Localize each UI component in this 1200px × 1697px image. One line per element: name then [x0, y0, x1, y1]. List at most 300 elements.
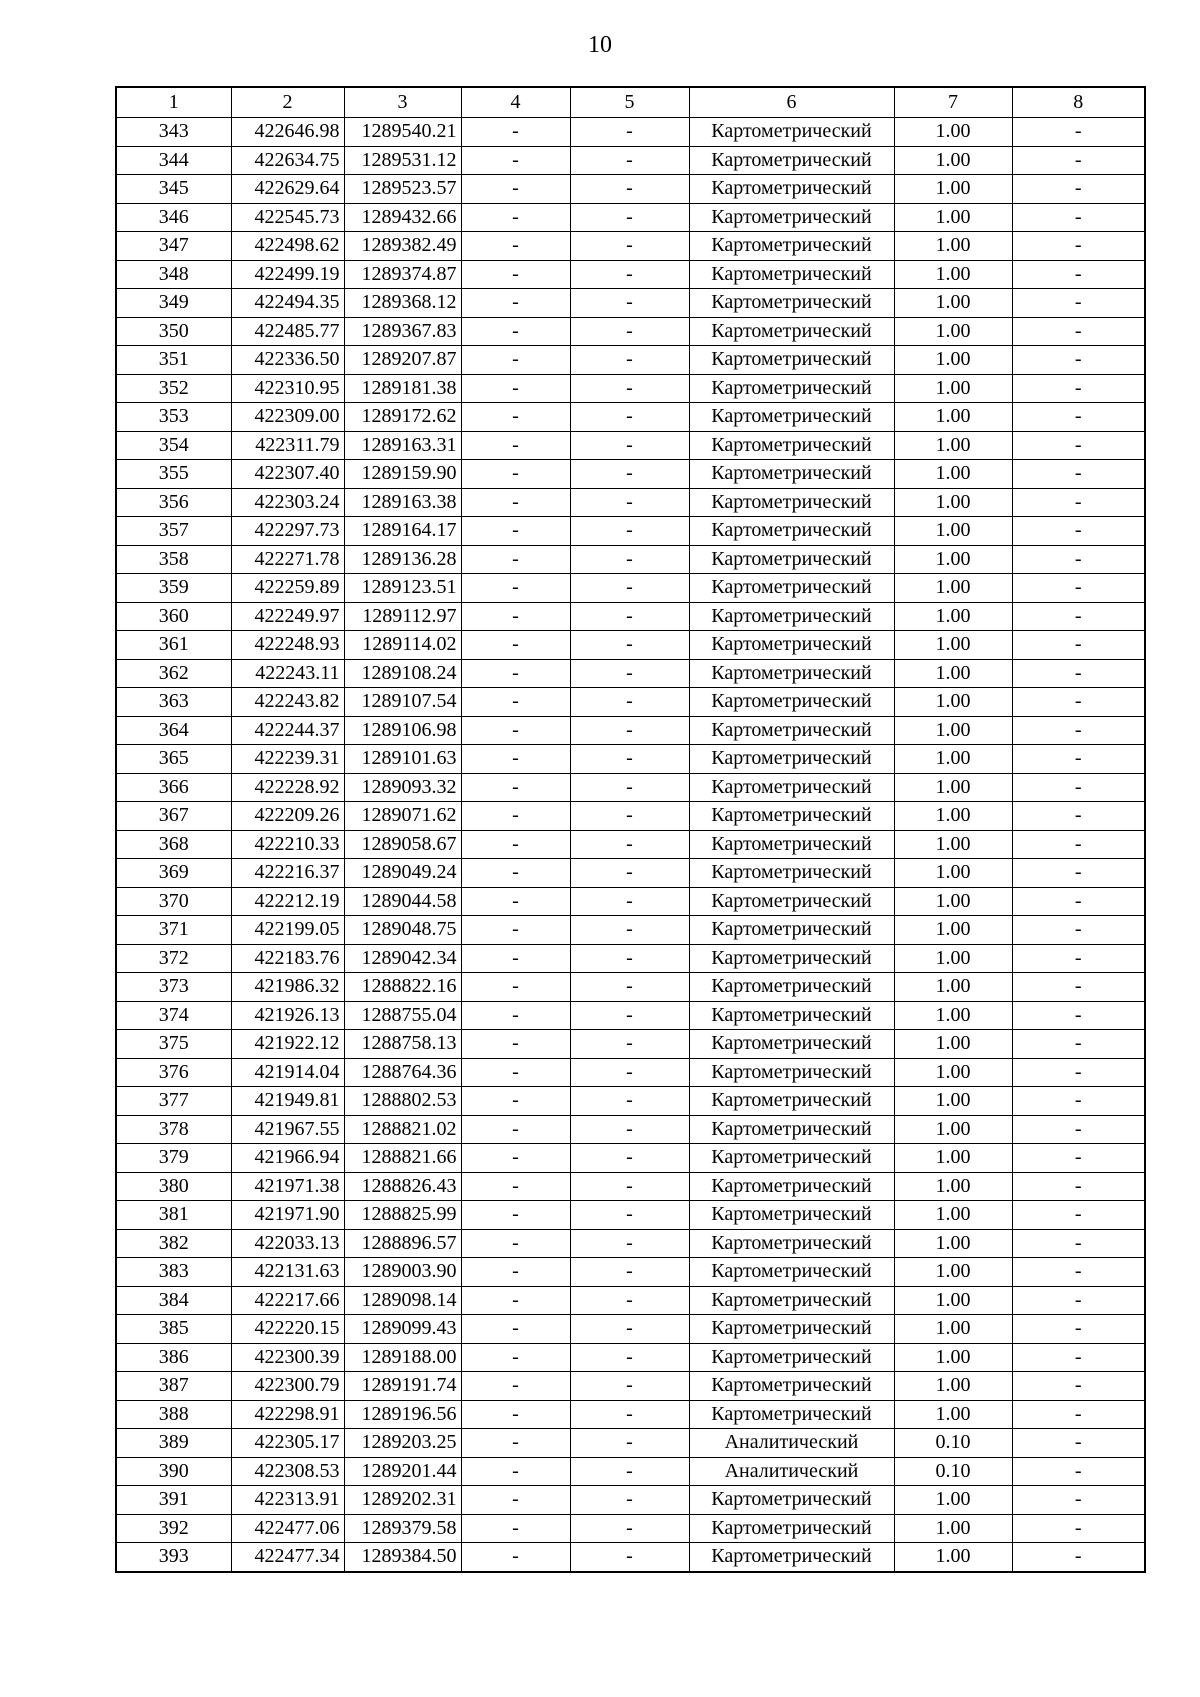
table-row: [116, 1343, 1145, 1372]
column-4-value-cell: -: [461, 1429, 570, 1458]
method-cell: Картометрический: [689, 403, 894, 432]
x-coordinate-cell: 422305.17: [231, 1429, 344, 1458]
column-header-6: 6: [689, 87, 894, 118]
column-8-value-cell: -: [1012, 403, 1145, 432]
column-4-value-cell: -: [461, 1087, 570, 1116]
accuracy-cell: 1.00: [894, 1486, 1012, 1515]
column-5-value-cell: -: [570, 802, 689, 831]
column-8-value-cell: -: [1012, 887, 1145, 916]
point-number-cell: 370: [116, 887, 231, 916]
column-4-value-cell: -: [461, 517, 570, 546]
x-coordinate-cell: 422244.37: [231, 716, 344, 745]
column-8-value-cell: -: [1012, 944, 1145, 973]
accuracy-cell: 1.00: [894, 1201, 1012, 1230]
column-4-value-cell: -: [461, 830, 570, 859]
y-coordinate-cell: 1289071.62: [344, 802, 461, 831]
y-coordinate-cell: 1289106.98: [344, 716, 461, 745]
x-coordinate-cell: 422307.40: [231, 460, 344, 489]
column-8-value-cell: -: [1012, 1486, 1145, 1515]
column-5-value-cell: -: [570, 1144, 689, 1173]
x-coordinate-cell: 421971.38: [231, 1172, 344, 1201]
column-8-value-cell: -: [1012, 431, 1145, 460]
accuracy-cell: 1.00: [894, 1058, 1012, 1087]
accuracy-cell: 1.00: [894, 716, 1012, 745]
y-coordinate-cell: 1289049.24: [344, 859, 461, 888]
column-5-value-cell: -: [570, 973, 689, 1002]
point-number-cell: 346: [116, 203, 231, 232]
y-coordinate-cell: 1289123.51: [344, 574, 461, 603]
column-5-value-cell: -: [570, 1315, 689, 1344]
method-cell: Картометрический: [689, 1258, 894, 1287]
y-coordinate-cell: 1289164.17: [344, 517, 461, 546]
column-5-value-cell: -: [570, 1372, 689, 1401]
column-5-value-cell: -: [570, 716, 689, 745]
column-5-value-cell: -: [570, 1087, 689, 1116]
column-5-value-cell: -: [570, 659, 689, 688]
x-coordinate-cell: 421986.32: [231, 973, 344, 1002]
table-row: [116, 289, 1145, 318]
table-row: [116, 1400, 1145, 1429]
column-4-value-cell: -: [461, 374, 570, 403]
column-4-value-cell: -: [461, 289, 570, 318]
column-8-value-cell: -: [1012, 1030, 1145, 1059]
y-coordinate-cell: 1288825.99: [344, 1201, 461, 1230]
table-row: [116, 403, 1145, 432]
column-8-value-cell: -: [1012, 488, 1145, 517]
column-5-value-cell: -: [570, 1229, 689, 1258]
method-cell: Картометрический: [689, 688, 894, 717]
method-cell: Картометрический: [689, 631, 894, 660]
accuracy-cell: 1.00: [894, 289, 1012, 318]
x-coordinate-cell: 422183.76: [231, 944, 344, 973]
column-5-value-cell: -: [570, 1115, 689, 1144]
column-5-value-cell: -: [570, 602, 689, 631]
column-5-value-cell: -: [570, 944, 689, 973]
point-number-cell: 393: [116, 1543, 231, 1572]
column-8-value-cell: -: [1012, 602, 1145, 631]
column-5-value-cell: -: [570, 232, 689, 261]
accuracy-cell: 1.00: [894, 745, 1012, 774]
point-number-cell: 348: [116, 260, 231, 289]
column-5-value-cell: -: [570, 317, 689, 346]
y-coordinate-cell: 1289374.87: [344, 260, 461, 289]
accuracy-cell: 1.00: [894, 175, 1012, 204]
method-cell: Картометрический: [689, 887, 894, 916]
column-5-value-cell: -: [570, 745, 689, 774]
column-5-value-cell: -: [570, 146, 689, 175]
column-5-value-cell: -: [570, 830, 689, 859]
column-8-value-cell: -: [1012, 175, 1145, 204]
y-coordinate-cell: 1288764.36: [344, 1058, 461, 1087]
column-4-value-cell: -: [461, 1144, 570, 1173]
y-coordinate-cell: 1288821.02: [344, 1115, 461, 1144]
table-row: [116, 1058, 1145, 1087]
column-5-value-cell: -: [570, 374, 689, 403]
column-8-value-cell: -: [1012, 1372, 1145, 1401]
y-coordinate-cell: 1289196.56: [344, 1400, 461, 1429]
table-row: [116, 431, 1145, 460]
y-coordinate-cell: 1289368.12: [344, 289, 461, 318]
method-cell: Картометрический: [689, 146, 894, 175]
y-coordinate-cell: 1289042.34: [344, 944, 461, 973]
point-number-cell: 358: [116, 545, 231, 574]
table-row: [116, 118, 1145, 147]
method-cell: Картометрический: [689, 175, 894, 204]
table-row: [116, 1543, 1145, 1572]
table-row: [116, 1429, 1145, 1458]
column-4-value-cell: -: [461, 1457, 570, 1486]
column-5-value-cell: -: [570, 517, 689, 546]
x-coordinate-cell: 422634.75: [231, 146, 344, 175]
y-coordinate-cell: 1289163.38: [344, 488, 461, 517]
x-coordinate-cell: 421971.90: [231, 1201, 344, 1230]
accuracy-cell: 1.00: [894, 1229, 1012, 1258]
column-4-value-cell: -: [461, 1514, 570, 1543]
x-coordinate-cell: 422297.73: [231, 517, 344, 546]
column-4-value-cell: -: [461, 1315, 570, 1344]
column-5-value-cell: -: [570, 403, 689, 432]
column-8-value-cell: -: [1012, 1258, 1145, 1287]
y-coordinate-cell: 1289112.97: [344, 602, 461, 631]
x-coordinate-cell: 422259.89: [231, 574, 344, 603]
table-row: [116, 374, 1145, 403]
column-4-value-cell: -: [461, 232, 570, 261]
column-8-value-cell: -: [1012, 1087, 1145, 1116]
table-row: [116, 260, 1145, 289]
coordinates-table: [115, 86, 1146, 1573]
table-row: [116, 460, 1145, 489]
point-number-cell: 383: [116, 1258, 231, 1287]
point-number-cell: 364: [116, 716, 231, 745]
column-5-value-cell: -: [570, 1201, 689, 1230]
table-row: [116, 1172, 1145, 1201]
column-4-value-cell: -: [461, 574, 570, 603]
x-coordinate-cell: 422249.97: [231, 602, 344, 631]
accuracy-cell: 1.00: [894, 232, 1012, 261]
accuracy-cell: 1.00: [894, 688, 1012, 717]
table-row: [116, 1087, 1145, 1116]
column-4-value-cell: -: [461, 118, 570, 147]
column-4-value-cell: -: [461, 1115, 570, 1144]
column-4-value-cell: -: [461, 146, 570, 175]
y-coordinate-cell: 1289108.24: [344, 659, 461, 688]
column-4-value-cell: -: [461, 1343, 570, 1372]
table-row: [116, 944, 1145, 973]
table-row: [116, 1514, 1145, 1543]
column-4-value-cell: -: [461, 1372, 570, 1401]
table-row: [116, 1201, 1145, 1230]
column-4-value-cell: -: [461, 488, 570, 517]
method-cell: Картометрический: [689, 1030, 894, 1059]
x-coordinate-cell: 422311.79: [231, 431, 344, 460]
method-cell: Картометрический: [689, 1087, 894, 1116]
y-coordinate-cell: 1289531.12: [344, 146, 461, 175]
column-5-value-cell: -: [570, 1258, 689, 1287]
method-cell: Картометрический: [689, 944, 894, 973]
table-row: [116, 916, 1145, 945]
y-coordinate-cell: 1288758.13: [344, 1030, 461, 1059]
column-4-value-cell: -: [461, 431, 570, 460]
column-5-value-cell: -: [570, 887, 689, 916]
table-row: [116, 688, 1145, 717]
column-4-value-cell: -: [461, 773, 570, 802]
column-8-value-cell: -: [1012, 460, 1145, 489]
y-coordinate-cell: 1288821.66: [344, 1144, 461, 1173]
method-cell: Картометрический: [689, 745, 894, 774]
column-8-value-cell: -: [1012, 1457, 1145, 1486]
column-4-value-cell: -: [461, 1172, 570, 1201]
column-8-value-cell: -: [1012, 716, 1145, 745]
header-row: [116, 87, 1145, 118]
x-coordinate-cell: 422217.66: [231, 1286, 344, 1315]
column-5-value-cell: -: [570, 1514, 689, 1543]
column-8-value-cell: -: [1012, 916, 1145, 945]
table-row: [116, 1115, 1145, 1144]
column-5-value-cell: -: [570, 1058, 689, 1087]
x-coordinate-cell: 422212.19: [231, 887, 344, 916]
table-row: [116, 1457, 1145, 1486]
column-8-value-cell: -: [1012, 374, 1145, 403]
point-number-cell: 351: [116, 346, 231, 375]
column-8-value-cell: -: [1012, 232, 1145, 261]
column-8-value-cell: -: [1012, 1058, 1145, 1087]
column-5-value-cell: -: [570, 1400, 689, 1429]
column-5-value-cell: -: [570, 1486, 689, 1515]
column-4-value-cell: -: [461, 1486, 570, 1515]
column-8-value-cell: -: [1012, 1001, 1145, 1030]
accuracy-cell: 1.00: [894, 118, 1012, 147]
y-coordinate-cell: 1288826.43: [344, 1172, 461, 1201]
x-coordinate-cell: 422336.50: [231, 346, 344, 375]
y-coordinate-cell: 1289432.66: [344, 203, 461, 232]
column-4-value-cell: -: [461, 1286, 570, 1315]
table-row: [116, 574, 1145, 603]
method-cell: Картометрический: [689, 1372, 894, 1401]
column-4-value-cell: -: [461, 203, 570, 232]
column-5-value-cell: -: [570, 574, 689, 603]
table-row: [116, 602, 1145, 631]
accuracy-cell: 0.10: [894, 1429, 1012, 1458]
x-coordinate-cell: 422477.06: [231, 1514, 344, 1543]
y-coordinate-cell: 1289207.87: [344, 346, 461, 375]
accuracy-cell: 1.00: [894, 1144, 1012, 1173]
table-row: [116, 317, 1145, 346]
method-cell: Картометрический: [689, 1172, 894, 1201]
column-8-value-cell: -: [1012, 1429, 1145, 1458]
column-4-value-cell: -: [461, 688, 570, 717]
column-8-value-cell: -: [1012, 118, 1145, 147]
table-row: [116, 175, 1145, 204]
method-cell: Картометрический: [689, 574, 894, 603]
point-number-cell: 347: [116, 232, 231, 261]
point-number-cell: 365: [116, 745, 231, 774]
point-number-cell: 375: [116, 1030, 231, 1059]
table-row: [116, 1258, 1145, 1287]
method-cell: Картометрический: [689, 916, 894, 945]
method-cell: Картометрический: [689, 973, 894, 1002]
column-8-value-cell: -: [1012, 1514, 1145, 1543]
x-coordinate-cell: 422629.64: [231, 175, 344, 204]
column-header-3: 3: [344, 87, 461, 118]
method-cell: Картометрический: [689, 1229, 894, 1258]
method-cell: Картометрический: [689, 374, 894, 403]
method-cell: Картометрический: [689, 659, 894, 688]
method-cell: Картометрический: [689, 232, 894, 261]
column-5-value-cell: -: [570, 545, 689, 574]
x-coordinate-cell: 422303.24: [231, 488, 344, 517]
table-row: [116, 488, 1145, 517]
y-coordinate-cell: 1289044.58: [344, 887, 461, 916]
accuracy-cell: 1.00: [894, 203, 1012, 232]
column-8-value-cell: -: [1012, 859, 1145, 888]
x-coordinate-cell: 422310.95: [231, 374, 344, 403]
method-cell: Картометрический: [689, 1201, 894, 1230]
column-4-value-cell: -: [461, 1229, 570, 1258]
point-number-cell: 356: [116, 488, 231, 517]
x-coordinate-cell: 422131.63: [231, 1258, 344, 1287]
y-coordinate-cell: 1289101.63: [344, 745, 461, 774]
method-cell: Картометрический: [689, 830, 894, 859]
x-coordinate-cell: 422298.91: [231, 1400, 344, 1429]
point-number-cell: 378: [116, 1115, 231, 1144]
method-cell: Картометрический: [689, 317, 894, 346]
table-row: [116, 887, 1145, 916]
point-number-cell: 387: [116, 1372, 231, 1401]
x-coordinate-cell: 422216.37: [231, 859, 344, 888]
column-4-value-cell: -: [461, 631, 570, 660]
column-5-value-cell: -: [570, 1543, 689, 1572]
x-coordinate-cell: 422243.82: [231, 688, 344, 717]
column-header-7: 7: [894, 87, 1012, 118]
point-number-cell: 353: [116, 403, 231, 432]
method-cell: Картометрический: [689, 346, 894, 375]
column-8-value-cell: -: [1012, 1144, 1145, 1173]
column-header-1: 1: [116, 87, 231, 118]
point-number-cell: 352: [116, 374, 231, 403]
point-number-cell: 392: [116, 1514, 231, 1543]
x-coordinate-cell: 421926.13: [231, 1001, 344, 1030]
column-5-value-cell: -: [570, 488, 689, 517]
table-row: [116, 802, 1145, 831]
column-5-value-cell: -: [570, 773, 689, 802]
column-8-value-cell: -: [1012, 517, 1145, 546]
x-coordinate-cell: 422646.98: [231, 118, 344, 147]
point-number-cell: 359: [116, 574, 231, 603]
x-coordinate-cell: 422498.62: [231, 232, 344, 261]
column-8-value-cell: -: [1012, 1172, 1145, 1201]
x-coordinate-cell: 421922.12: [231, 1030, 344, 1059]
column-4-value-cell: -: [461, 659, 570, 688]
accuracy-cell: 1.00: [894, 802, 1012, 831]
method-cell: Картометрический: [689, 802, 894, 831]
column-5-value-cell: -: [570, 1457, 689, 1486]
accuracy-cell: 1.00: [894, 146, 1012, 175]
point-number-cell: 368: [116, 830, 231, 859]
x-coordinate-cell: 421914.04: [231, 1058, 344, 1087]
x-coordinate-cell: 421949.81: [231, 1087, 344, 1116]
column-4-value-cell: -: [461, 460, 570, 489]
method-cell: Картометрический: [689, 1001, 894, 1030]
point-number-cell: 343: [116, 118, 231, 147]
column-5-value-cell: -: [570, 203, 689, 232]
accuracy-cell: 1.00: [894, 1315, 1012, 1344]
point-number-cell: 372: [116, 944, 231, 973]
column-5-value-cell: -: [570, 631, 689, 660]
y-coordinate-cell: 1289172.62: [344, 403, 461, 432]
x-coordinate-cell: 422309.00: [231, 403, 344, 432]
accuracy-cell: 1.00: [894, 1286, 1012, 1315]
y-coordinate-cell: 1289163.31: [344, 431, 461, 460]
accuracy-cell: 1.00: [894, 973, 1012, 1002]
y-coordinate-cell: 1288822.16: [344, 973, 461, 1002]
method-cell: Картометрический: [689, 1286, 894, 1315]
column-5-value-cell: -: [570, 688, 689, 717]
method-cell: Картометрический: [689, 773, 894, 802]
table-row: [116, 773, 1145, 802]
accuracy-cell: 1.00: [894, 830, 1012, 859]
y-coordinate-cell: 1289379.58: [344, 1514, 461, 1543]
column-5-value-cell: -: [570, 859, 689, 888]
table-row: [116, 973, 1145, 1002]
table-row: [116, 716, 1145, 745]
column-8-value-cell: -: [1012, 1201, 1145, 1230]
column-5-value-cell: -: [570, 175, 689, 204]
column-8-value-cell: -: [1012, 1286, 1145, 1315]
column-4-value-cell: -: [461, 346, 570, 375]
column-8-value-cell: -: [1012, 289, 1145, 318]
method-cell: Картометрический: [689, 1400, 894, 1429]
table-row: [116, 1229, 1145, 1258]
table-row: [116, 631, 1145, 660]
column-4-value-cell: -: [461, 887, 570, 916]
column-5-value-cell: -: [570, 1172, 689, 1201]
column-5-value-cell: -: [570, 1429, 689, 1458]
column-4-value-cell: -: [461, 859, 570, 888]
method-cell: Картометрический: [689, 602, 894, 631]
method-cell: Картометрический: [689, 260, 894, 289]
column-4-value-cell: -: [461, 1543, 570, 1572]
y-coordinate-cell: 1289384.50: [344, 1543, 461, 1572]
accuracy-cell: 1.00: [894, 602, 1012, 631]
y-coordinate-cell: 1289048.75: [344, 916, 461, 945]
y-coordinate-cell: 1289093.32: [344, 773, 461, 802]
column-8-value-cell: -: [1012, 1400, 1145, 1429]
column-5-value-cell: -: [570, 460, 689, 489]
column-4-value-cell: -: [461, 403, 570, 432]
column-5-value-cell: -: [570, 1343, 689, 1372]
table-row: [116, 545, 1145, 574]
column-8-value-cell: -: [1012, 1229, 1145, 1258]
x-coordinate-cell: 422228.92: [231, 773, 344, 802]
y-coordinate-cell: 1289367.83: [344, 317, 461, 346]
page-number: 10: [588, 32, 612, 58]
accuracy-cell: 1.00: [894, 317, 1012, 346]
table-row: [116, 859, 1145, 888]
column-5-value-cell: -: [570, 431, 689, 460]
point-number-cell: 373: [116, 973, 231, 1002]
column-8-value-cell: -: [1012, 346, 1145, 375]
x-coordinate-cell: 422300.79: [231, 1372, 344, 1401]
table-row: [116, 659, 1145, 688]
accuracy-cell: 1.00: [894, 659, 1012, 688]
column-8-value-cell: -: [1012, 260, 1145, 289]
method-cell: Картометрический: [689, 1144, 894, 1173]
point-number-cell: 369: [116, 859, 231, 888]
method-cell: Картометрический: [689, 1343, 894, 1372]
point-number-cell: 345: [116, 175, 231, 204]
column-8-value-cell: -: [1012, 659, 1145, 688]
accuracy-cell: 1.00: [894, 1030, 1012, 1059]
